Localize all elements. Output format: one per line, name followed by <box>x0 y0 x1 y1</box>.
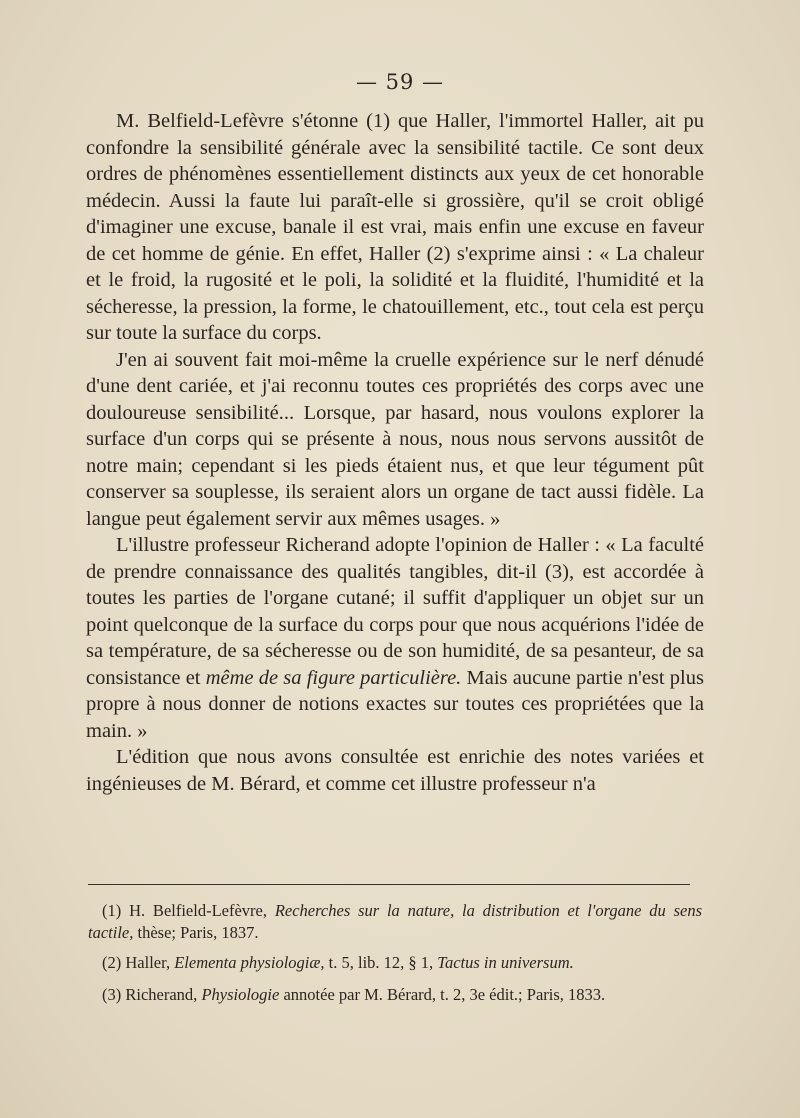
footnote-1-details: thèse; Paris, 1837. <box>137 923 259 942</box>
footnote-1 <box>88 900 702 944</box>
footnote-2 <box>88 949 702 976</box>
footnotes <box>88 900 702 1008</box>
paragraph-2: J'en ai souvent fait moi-même la cruelle expérience sur le nerf dénudé d'une dent cariée, et j'ai reconnu toutes ces propriétés des corps avec une douloureuse sensibilité... Lorsque, par hasard, nous voulons explorer la surface d'un corps qui se présente à nous, nous nous servons aussitôt de notre main; cependant si les pieds étaient nus, et que leur tégument pût conserver sa souplesse, ils seraient alors un organe de tact aussi fidèle. La langue peut également servir aux mêmes usages. » <box>86 348 704 530</box>
footnote-3 <box>88 981 702 1008</box>
footnote-2-number: (2) <box>102 953 122 972</box>
footnote-1-number: (1) <box>102 901 122 920</box>
footnote-1-author: H. Belfield-Lefèvre, <box>129 901 267 920</box>
footnote-2-section: Tactus in universum. <box>437 953 574 972</box>
footnote-3-details: annotée par M. Bérard, t. 2, 3e édit.; Paris, 1833. <box>283 985 606 1004</box>
paragraph-3-italic: même de sa figure particulière. <box>205 666 462 689</box>
paragraph-1: M. Belfield-Lefèvre s'étonne (1) que Haller, l'immortel Haller, ait pu confondre la sensibilité générale avec la sensibilité tactile. Ce sont deux ordres de phénomènes essentiellement distincts aux yeux de cet honorable médecin. Aussi la faute lui paraît-elle si grossière, qu'il se croit obligé d'imaginer une excuse, banale il est vrai, mais enfin une excuse en faveur de cet homme de génie. En effet, Haller (2) s'exprime ainsi : « La chaleur et le froid, la rugosité et le poli, la solidité et la fluidité, l'humidité et la sécheresse, la pression, la forme, le chatouillement, etc., tout cela est perçu sur toute la surface du corps. <box>86 110 704 344</box>
body-text <box>86 108 704 797</box>
footnote-3-number: (3) <box>102 985 122 1004</box>
footnote-2-title: Elementa physiologiæ, <box>174 953 325 972</box>
paragraph-3 <box>86 532 704 744</box>
footnote-2-author: Haller, <box>125 953 171 972</box>
paragraph-3-text-a: L'illustre professeur Richerand adopte l'opinion de Haller : « La faculté de prendre connaissance des qualités tangibles, dit-il (3), est accordée à toutes les parties de l'organe cutané; il suffit d'appliquer un objet sur un point quelconque de la surface du corps pour que nous acquérions l'idée de sa température, de sa sécheresse ou de son humidité, de sa pesanteur, de sa consistance et <box>86 534 704 689</box>
page-number: — 59 — <box>355 70 445 94</box>
paragraph-3-text-b: Mais aucune partie n'est plus propre à nous donner de notions exactes sur toutes ces propriétées que la main. » <box>86 666 704 742</box>
footnote-3-author: Richerand, <box>125 985 198 1004</box>
footnote-2-details: t. 5, lib. 12, § 1, <box>328 953 434 972</box>
footnote-1-title: Recherches sur la nature, la distribution et l'organe du sens tactile, <box>88 901 703 942</box>
footnote-3-title: Physiologie <box>201 985 280 1004</box>
footnote-divider <box>88 884 690 885</box>
paragraph-4: L'édition que nous avons consultée est enrichie des notes variées et ingénieuses de M. Bérard, et comme cet illustre professeur n'a <box>86 746 704 795</box>
